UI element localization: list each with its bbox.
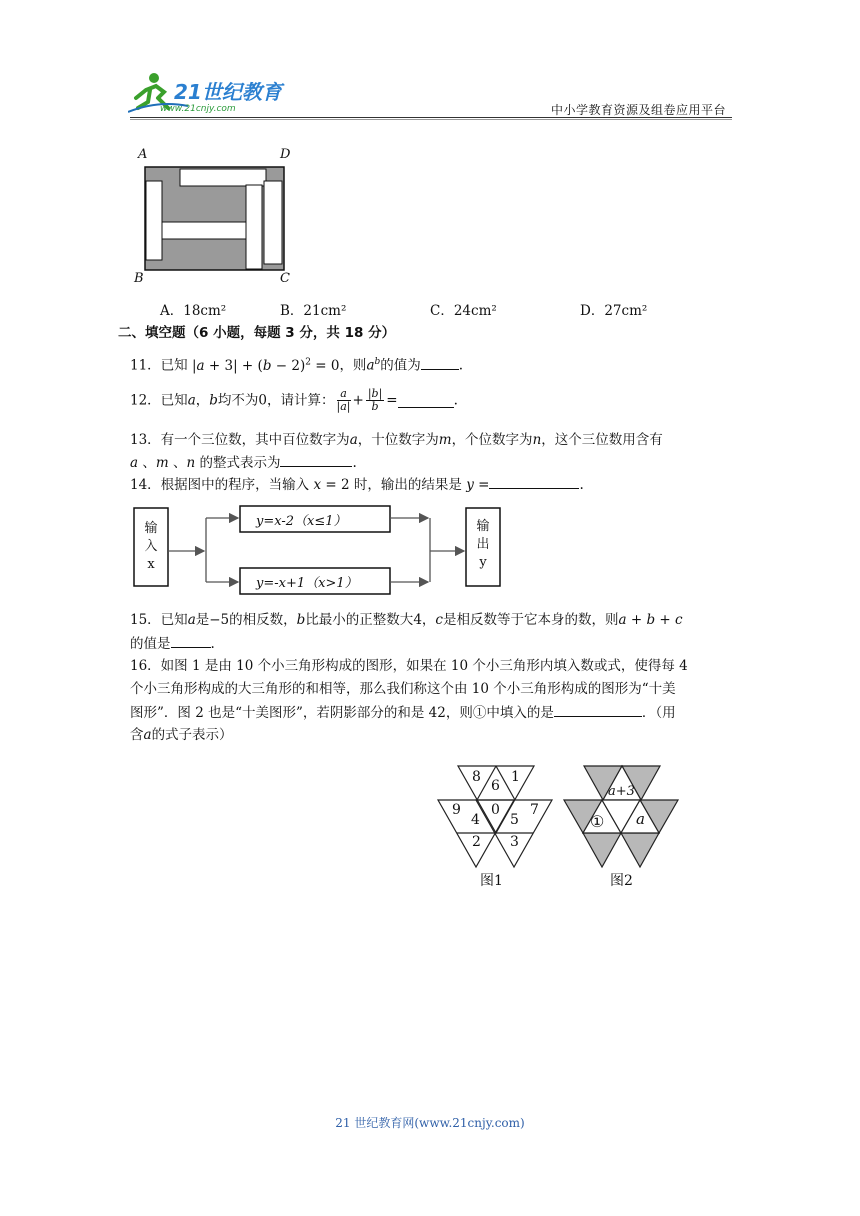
question-16-line4: 含a的式子表示） xyxy=(130,727,233,743)
q16-blank xyxy=(554,702,642,717)
q12-zero: 0 xyxy=(258,392,267,409)
q14-blank xyxy=(489,474,579,489)
question-13: 13．有一个三位数，其中百位数字为a，十位数字为m，个位数字为n，这个三位数用含有 xyxy=(130,432,663,448)
fig1-num: 1 xyxy=(511,769,520,785)
option-d: D．27cm² xyxy=(580,303,648,319)
logo-url: www.21cnjy.com xyxy=(160,104,236,114)
fig1-num: 6 xyxy=(491,778,500,794)
q15-end: . xyxy=(210,636,215,652)
q11-text2: ，则 xyxy=(339,357,367,374)
q14-text: 14．根据图中的程序，当输入 xyxy=(130,477,310,493)
q12-fraction-2: $\frac{|b|}{b}$ xyxy=(367,387,383,413)
question-16-line1: 16．如图 1 是由 10 个小三角形构成的图形，如果在 10 个小三角形内填入数或式，使得每 4 xyxy=(130,658,688,674)
q15-text: 15．已知 xyxy=(130,612,188,628)
rectangle-figure xyxy=(130,145,300,290)
fig1-num: 7 xyxy=(530,802,539,818)
vertex-a: A xyxy=(138,147,148,162)
q13-text2: ，十位数字为 xyxy=(357,432,439,448)
q15-num5: −5 xyxy=(209,612,230,628)
fig2-caption: 图2 xyxy=(610,873,633,889)
q15-text4: 比最小的正整数大 xyxy=(305,612,414,628)
flowchart xyxy=(130,500,510,596)
q15-num4: 4 xyxy=(413,612,422,628)
question-12: 12．已知a，b均不为0，请计算： $\frac{a}{|a|}$ + $\frac{|b|}{b}$ = . xyxy=(130,387,458,413)
section-title: 二、填空题（6 小题，每题 3 分，共 18 分） xyxy=(118,325,396,341)
q13-text4: ，这个三位数用含有 xyxy=(541,432,663,448)
q15-text5: 是相反数等于它本身的数，则 xyxy=(442,612,619,628)
option-c: C．24cm² xyxy=(430,303,497,319)
fig1-num: 4 xyxy=(471,812,480,828)
fig1-num: 9 xyxy=(452,802,461,818)
question-16-line2: 个小三角形构成的大三角形的和相等，那么我们称这个由 10 个小三角形构成的图形为“十美 xyxy=(130,681,676,697)
q15-text6: 的值是 xyxy=(130,636,171,652)
output-box-label: 输 出 y xyxy=(476,519,490,570)
q14-end: . xyxy=(579,477,584,493)
question-15-line2 xyxy=(130,633,215,654)
fig2-top-expr: a+3 xyxy=(608,784,635,799)
q11-blank xyxy=(421,355,459,370)
vertex-c: C xyxy=(280,271,290,286)
q11-text: 11．已知 xyxy=(130,357,188,374)
q15-text3: 的相反数， xyxy=(229,612,297,628)
vertex-d: D xyxy=(280,147,291,162)
question-16-line3 xyxy=(130,702,676,723)
fig2-right-a: a xyxy=(636,810,645,828)
q12-blank xyxy=(398,393,454,408)
q14-text2: 时，输出的结果是 xyxy=(353,477,462,493)
q12-end: . xyxy=(453,392,458,409)
q13-text3: ，个位数字为 xyxy=(451,432,533,448)
fig2-circle-one: ① xyxy=(590,812,605,831)
figure-2 xyxy=(562,764,680,894)
q13-end: . xyxy=(352,455,357,471)
logo-text: 21世纪教育 xyxy=(174,80,282,104)
header-divider xyxy=(130,117,732,118)
q12-text2: 均不为 xyxy=(217,392,259,409)
q11-formula: $|a + 3| + (b - 2)^2 = 0$ xyxy=(191,357,340,374)
question-13-line2: a 、m 、n 的整式表示为 . xyxy=(130,452,357,473)
question-14: 14．根据图中的程序，当输入 x = 2 时，输出的结果是 y = . xyxy=(130,474,584,495)
q15-blank xyxy=(171,633,211,648)
fig1-caption: 图1 xyxy=(480,873,503,889)
q16-text3: 含 xyxy=(130,727,144,743)
q11-text3: 的值为 xyxy=(380,357,421,374)
q11-end: . xyxy=(458,357,464,374)
q16-text2: ．（用 xyxy=(641,705,676,721)
footer: 21 世纪教育网(www.21cnjy.com) xyxy=(335,1116,525,1130)
fig1-num: 2 xyxy=(472,834,481,850)
question-15: 15．已知a是−5的相反数，b比最小的正整数大4，c是相反数等于它本身的数，则a + b + c xyxy=(130,612,683,628)
q12-fraction-1: $\frac{a}{|a|}$ xyxy=(336,387,351,413)
figure-1 xyxy=(436,764,554,894)
q16-text4: 的式子表示） xyxy=(151,727,233,743)
header-divider-thin xyxy=(130,119,732,120)
q12-text: 12．已知 xyxy=(130,392,188,409)
q13-blank xyxy=(280,452,352,467)
q13-text: 13．有一个三位数，其中百位数字为 xyxy=(130,432,350,448)
q16-text: 图形”．图 2 也是“十美图形”，若阴影部分的和是 42，则①中填入的是 xyxy=(130,705,554,721)
question-11: 11．已知 $|a + 3| + (b - 2)^2 = 0$，则$a^b$的值为 . xyxy=(130,352,463,376)
fig1-num: 3 xyxy=(510,834,519,850)
rectangle-diagram xyxy=(130,145,300,290)
option-b: B．21cm² xyxy=(280,303,347,319)
flow-top-formula: y=x-2（x≤1） xyxy=(256,514,347,529)
flow-bottom-formula: y=-x+1（x>1） xyxy=(256,576,358,591)
platform-name: 中小学教育资源及组卷应用平台 xyxy=(550,103,726,117)
fig1-num: 8 xyxy=(472,769,481,785)
q12-text3: ，请计算： xyxy=(267,392,335,409)
fig1-num: 0 xyxy=(491,802,500,818)
figure-2-triangles xyxy=(562,764,680,870)
fig1-num: 5 xyxy=(510,812,519,828)
q15-text2: 是 xyxy=(195,612,210,628)
q13-text5: 的整式表示为 xyxy=(199,455,281,471)
option-a: A．18cm² xyxy=(160,303,227,319)
vertex-b: B xyxy=(134,271,144,286)
input-box-label: 输 入 x xyxy=(144,521,158,572)
